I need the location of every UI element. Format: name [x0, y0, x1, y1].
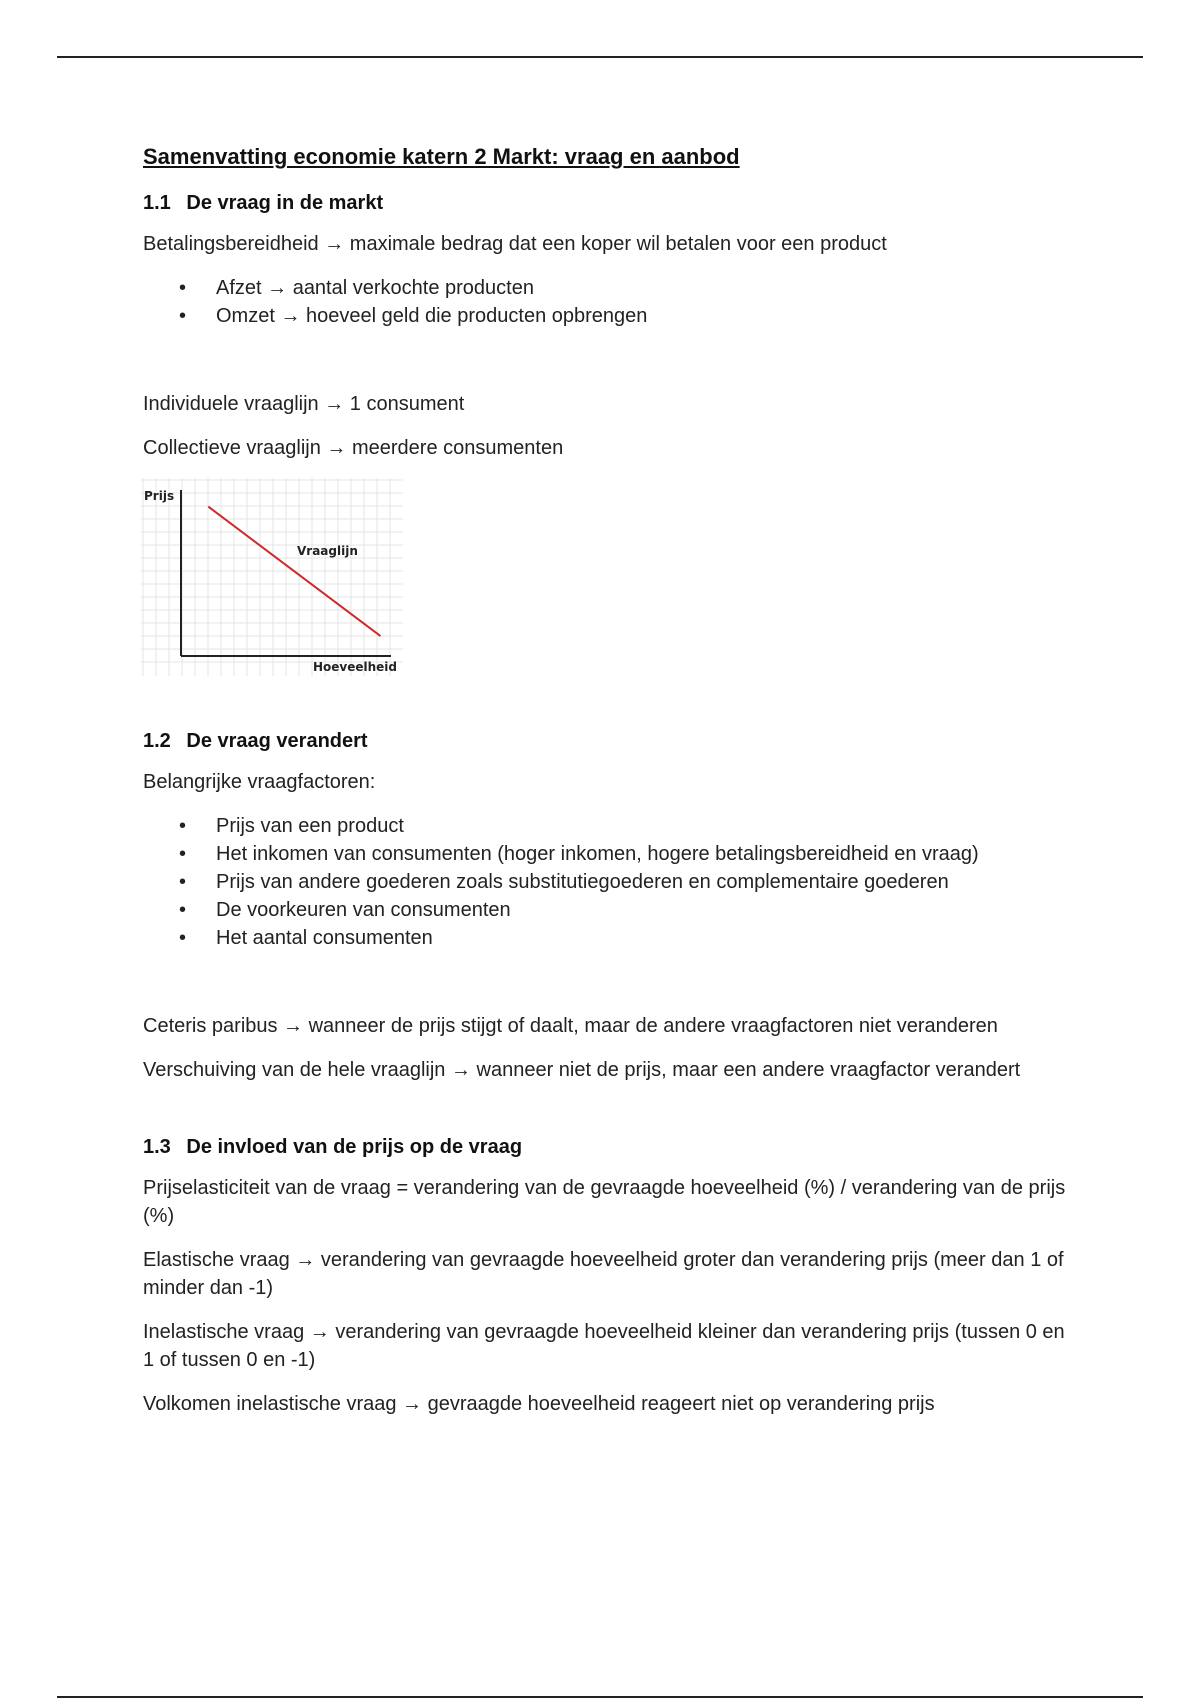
paragraph-prijselasticiteit: Prijselasticiteit van de vraag = verandering van de gevraagde hoeveelheid (%) / verandering van de prijs (%): [143, 1177, 1066, 1227]
list-item: • Prijs van een product: [143, 812, 1073, 840]
list-item: • Prijs van andere goederen zoals substitutiegoederen en complementaire goederen: [143, 868, 1073, 896]
paragraph-individuele-vraaglijn: Individuele vraaglijn → 1 consument: [143, 393, 465, 415]
document-title: Samenvatting economie katern 2 Markt: vraag en aanbod: [143, 144, 740, 169]
y-axis-label: Prijs: [144, 489, 175, 503]
section-number: 1.1: [143, 192, 171, 214]
paragraph-volkomen-inelastische-vraag: Volkomen inelastische vraag → gevraagde hoeveelheid reageert niet op verandering prijs: [143, 1393, 935, 1415]
paragraph-inelastische-vraag: Inelastische vraag → verandering van gevraagde hoeveelheid kleiner dan verandering prijs (tussen 0 en 1 of tussen 0 en -1): [143, 1321, 1065, 1371]
paragraph-betalingsbereidheid: Betalingsbereidheid → maximale bedrag dat een koper wil betalen voor een product: [143, 233, 887, 255]
document-page: [143, 142, 1073, 1434]
section-title: De vraag verandert: [186, 730, 368, 752]
demand-line-label: Vraaglijn: [297, 544, 358, 558]
list-item: • Omzet → hoeveel geld die producten opbrengen: [143, 302, 1073, 330]
paragraph-collectieve-vraaglijn: Collectieve vraaglijn → meerdere consumenten: [143, 437, 564, 459]
section-heading-1-1: [143, 190, 1073, 216]
list-item: • Het inkomen van consumenten (hoger inkomen, hogere betalingsbereidheid en vraag): [143, 840, 1073, 868]
list-item: • Het aantal consumenten: [143, 924, 1073, 952]
paragraph-verschuiving: Verschuiving van de hele vraaglijn → wanneer niet de prijs, maar een andere vraagfactor verandert: [143, 1059, 1021, 1081]
bullet-list-afzet-omzet: [143, 274, 1073, 330]
bottom-rule: [57, 1696, 1143, 1698]
x-axis-label: Hoeveelheid: [312, 660, 397, 674]
section-number: 1.2: [143, 730, 171, 752]
section-number: 1.3: [143, 1136, 171, 1158]
bullet-list-vraagfactoren: [143, 812, 1073, 952]
list-item: • De voorkeuren van consumenten: [143, 896, 1073, 924]
section-title: De invloed van de prijs op de vraag: [186, 1136, 523, 1158]
section-heading-1-2: [143, 728, 1073, 754]
demand-chart: [141, 478, 403, 676]
top-rule: [57, 56, 1143, 58]
list-item: • Afzet → aantal verkochte producten: [143, 274, 1073, 302]
demand-chart-svg: [141, 478, 403, 676]
paragraph-elastische-vraag: Elastische vraag → verandering van gevraagde hoeveelheid groter dan verandering prijs (meer dan 1 of minder dan -1): [143, 1249, 1064, 1299]
section-heading-1-3: [143, 1134, 1073, 1160]
paragraph-ceteris-paribus: Ceteris paribus → wanneer de prijs stijgt of daalt, maar de andere vraagfactoren niet veranderen: [143, 1015, 998, 1037]
paragraph-vraagfactoren: Belangrijke vraagfactoren:: [143, 771, 376, 793]
section-title: De vraag in de markt: [186, 192, 384, 214]
